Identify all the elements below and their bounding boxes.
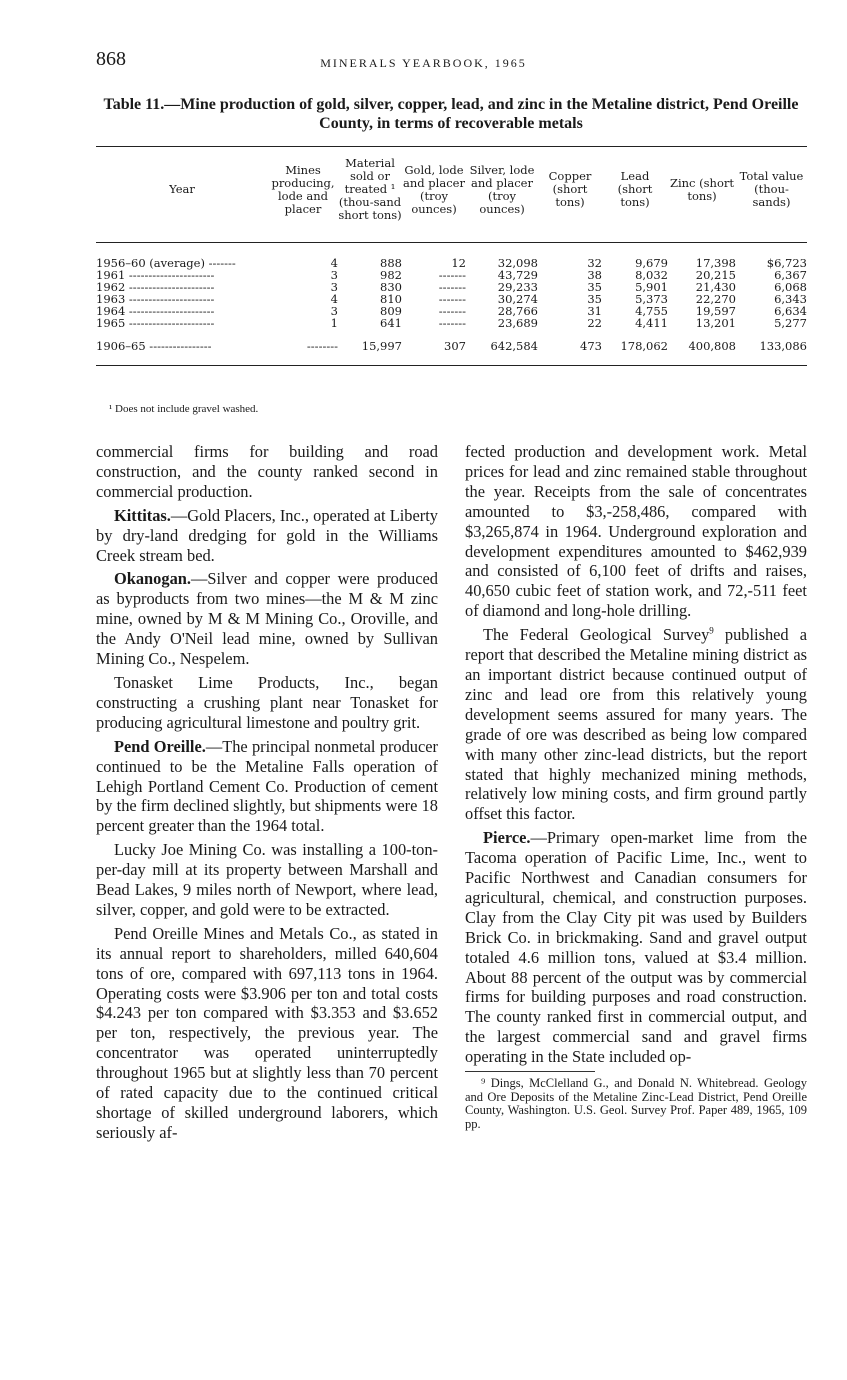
table-cell: 13,201 — [695, 316, 736, 330]
table-row — [96, 317, 807, 329]
col-header-mines: Mines producing, lode and placer — [268, 147, 338, 243]
col-header-silver: Silver, lode and placer (troy ounces) — [466, 147, 538, 243]
table-cell: $6,723 — [766, 256, 807, 270]
paragraph — [465, 625, 807, 824]
table-cell: ------- — [438, 316, 466, 330]
table-cell: ------- — [438, 292, 466, 306]
section-heading: Pend Oreille. — [114, 736, 206, 756]
table-cell: 473 — [538, 329, 602, 366]
table-cell: 4 — [330, 256, 338, 270]
table-body — [96, 243, 807, 366]
table-cell: 400,808 — [668, 329, 736, 366]
table-header-row — [96, 147, 807, 243]
paragraph: Tonasket Lime Products, Inc., began constructing a crushing plant near Tonasket for producing agricultural limestone and poultry grit. — [96, 672, 438, 732]
table-cell: 888 — [380, 256, 402, 270]
table-cell: 23,689 — [497, 316, 538, 330]
table-cell: 12 — [451, 256, 466, 270]
table-cell: 6,634 — [774, 304, 807, 318]
table-cell: ------- — [438, 268, 466, 282]
col-header-material: Material sold or treated ¹ (thou-sand short tons) — [338, 147, 402, 243]
production-table — [96, 146, 807, 366]
table-cell: ------- — [438, 304, 466, 318]
footnote: ⁹ Dings, McClelland G., and Donald N. Whitebread. Geology and Ore Deposits of the Metaline Zinc-Lead District, Pend Oreille County, Washington. U.S. Geol. Survey Prof. Paper 489, 1965, 109 pp. — [465, 1076, 807, 1131]
section-heading: Okanogan. — [114, 569, 191, 589]
table-cell: 5,373 — [635, 292, 668, 306]
table-cell: 4,755 — [635, 304, 668, 318]
table-cell: 29,233 — [497, 280, 538, 294]
table-cell: 20,215 — [695, 268, 736, 282]
table-cell: 809 — [380, 304, 402, 318]
paragraph-text: The Federal Geological Survey — [483, 625, 710, 645]
table-cell: 982 — [380, 268, 402, 282]
footnote-ref: 9 — [709, 625, 714, 636]
table-cell: 30,274 — [497, 292, 538, 306]
left-column — [96, 442, 438, 1147]
table-cell: 810 — [380, 292, 402, 306]
table-cell: 19,597 — [695, 304, 736, 318]
table-cell: 22 — [587, 316, 602, 330]
paragraph: fected production and development work. Metal prices for lead and zinc remained stable throughout the year. Receipts from the sale of concentrates amounted to $3,-258,486, compared with $3,265,874 in 1964. Underground exploration and development expenditures amounted to $462,939 and consisted of 6,100 feet of drifts and raises, 40,650 cubic feet of station work, and 72,-511 feet of diamond and long-hole drilling. — [465, 442, 807, 621]
table-cell: 5,277 — [774, 316, 807, 330]
table-cell: 1 — [330, 316, 338, 330]
section-heading: Kittitas. — [114, 505, 171, 525]
table-cell: 31 — [587, 304, 602, 318]
paragraph-pend-oreille — [96, 737, 438, 837]
table-cell: 28,766 — [497, 304, 538, 318]
table-cell: 3 — [330, 280, 338, 294]
table-cell: 1956–60 (average) ------- — [96, 256, 236, 270]
section-heading: Pierce. — [483, 828, 531, 848]
paragraph-kittitas — [96, 506, 438, 566]
paragraph-text: —Gold Placers, Inc., operated at Liberty by dry-land dredging for gold in the Williams Creek stream bed. — [96, 505, 438, 565]
table-cell: 9,679 — [635, 256, 668, 270]
paragraph-text: —Primary open-market lime from the Tacoma operation of Pacific Lime, Inc., went to Pacific Northwest and Canadian consumers for agricultural, chemical, and construction purposes. Clay from the Clay City pit was used by Builders Brick Co. in brickmaking. Sand and gravel output totaled 4.6 million tons, valued at $3.4 million. About 88 percent of the output was by commercial firms for building purposes and road construction. The county ranked first in commercial output, and the largest commercial sand and gravel firms operating in the State included op- — [465, 828, 807, 1067]
table-cell: 133,086 — [736, 329, 807, 366]
table-cell: 35 — [587, 280, 602, 294]
table-cell: 35 — [587, 292, 602, 306]
table-cell: 32,098 — [497, 256, 538, 270]
table-cell: ------- — [438, 280, 466, 294]
table-footnote: ¹ Does not include gravel washed. — [109, 403, 259, 415]
table-cell: 642,584 — [466, 329, 538, 366]
table-cell: 6,367 — [774, 268, 807, 282]
table-cell: 1962 ---------------------- — [96, 280, 215, 294]
table-cell: 830 — [380, 280, 402, 294]
col-header-zinc: Zinc (short tons) — [668, 147, 736, 243]
table-cell: 3 — [330, 304, 338, 318]
table-cell: 21,430 — [695, 280, 736, 294]
col-header-copper: Copper (short tons) — [538, 147, 602, 243]
table-cell: 641 — [380, 316, 402, 330]
paragraph: Lucky Joe Mining Co. was installing a 100-ton-per-day mill at its property between Marshall and Bead Lakes, 9 miles north of Newport, where lead, silver, copper, and gold were to be extracted. — [96, 840, 438, 919]
table-cell: 1964 ---------------------- — [96, 304, 215, 318]
table-cell: -------- — [268, 329, 338, 366]
right-column — [465, 442, 807, 1131]
table-row — [96, 243, 807, 270]
col-header-year: Year — [96, 147, 268, 243]
col-header-total-value: Total value (thou-sands) — [736, 147, 807, 243]
table-cell: 6,068 — [774, 280, 807, 294]
table-total-row — [96, 329, 807, 366]
table-cell: 4,411 — [635, 316, 668, 330]
table-cell: 1963 ---------------------- — [96, 292, 215, 306]
paragraph-text: —The principal nonmetal producer continued to be the Metaline Falls operation of Lehigh Portland Cement Co. Production of cement by the firm declined slightly, but shipments were 18 percent greater than the 1964 total. — [96, 736, 438, 836]
table-cell: 1965 ---------------------- — [96, 316, 215, 330]
table-cell: 1961 ---------------------- — [96, 268, 215, 282]
paragraph-okanogan — [96, 569, 438, 669]
table-cell: 307 — [402, 329, 466, 366]
page-number: 868 — [96, 48, 126, 70]
table-cell: 5,901 — [635, 280, 668, 294]
col-header-gold: Gold, lode and placer (troy ounces) — [402, 147, 466, 243]
table-cell: 17,398 — [695, 256, 736, 270]
paragraph-text: —Silver and copper were produced as byproducts from two mines—the M & M zinc mine, owned by M & M Mining Co., Oroville, and the Andy O'Neil lead mine, owned by Sullivan Mining Co., Nespelem. — [96, 569, 438, 669]
table-cell: 8,032 — [635, 268, 668, 282]
running-head: MINERALS YEARBOOK, 1965 — [320, 56, 527, 70]
paragraph: Pend Oreille Mines and Metals Co., as stated in its annual report to shareholders, milled 640,604 tons of ore, compared with 697,113 tons in 1964. Operating costs were $3.906 per ton and total costs $4.243 per ton compared with $3.353 and $3.652 per ton, respectively, the previous year. The concentrator was operated uninterruptedly throughout 1965 but at slightly less than 70 percent of rated capacity due to the continued critical shortage of skilled underground laborers, which seriously af- — [96, 923, 438, 1142]
col-header-lead: Lead (short tons) — [602, 147, 668, 243]
table-cell: 3 — [330, 268, 338, 282]
table-cell: 1906–65 ---------------- — [96, 329, 268, 366]
table-cell: 15,997 — [338, 329, 402, 366]
table-cell: 6,343 — [774, 292, 807, 306]
table-cell: 178,062 — [602, 329, 668, 366]
paragraph-pierce — [465, 828, 807, 1067]
table-cell: 4 — [330, 292, 338, 306]
table-cell: 32 — [587, 256, 602, 270]
table-cell: 38 — [587, 268, 602, 282]
paragraph: commercial firms for building and road construction, and the county ranked second in commercial production. — [96, 442, 438, 501]
footnote-divider — [465, 1071, 595, 1072]
table-cell: 22,270 — [695, 292, 736, 306]
paragraph-text: published a report that described the Metaline mining district as an important district because continued output of zinc and lead ore from this relatively young development seems assured for many years. The grade of ore was described as being low compared with many other zinc-lead districts, but the report stated that highly mechanized mining methods, relatively low mining costs, and firm ground partly offset this factor. — [465, 625, 807, 824]
table-title: Table 11.—Mine production of gold, silver, copper, lead, and zinc in the Metaline district, Pend Oreille County, in terms of recoverable metals — [103, 96, 799, 132]
table-cell: 43,729 — [497, 268, 538, 282]
